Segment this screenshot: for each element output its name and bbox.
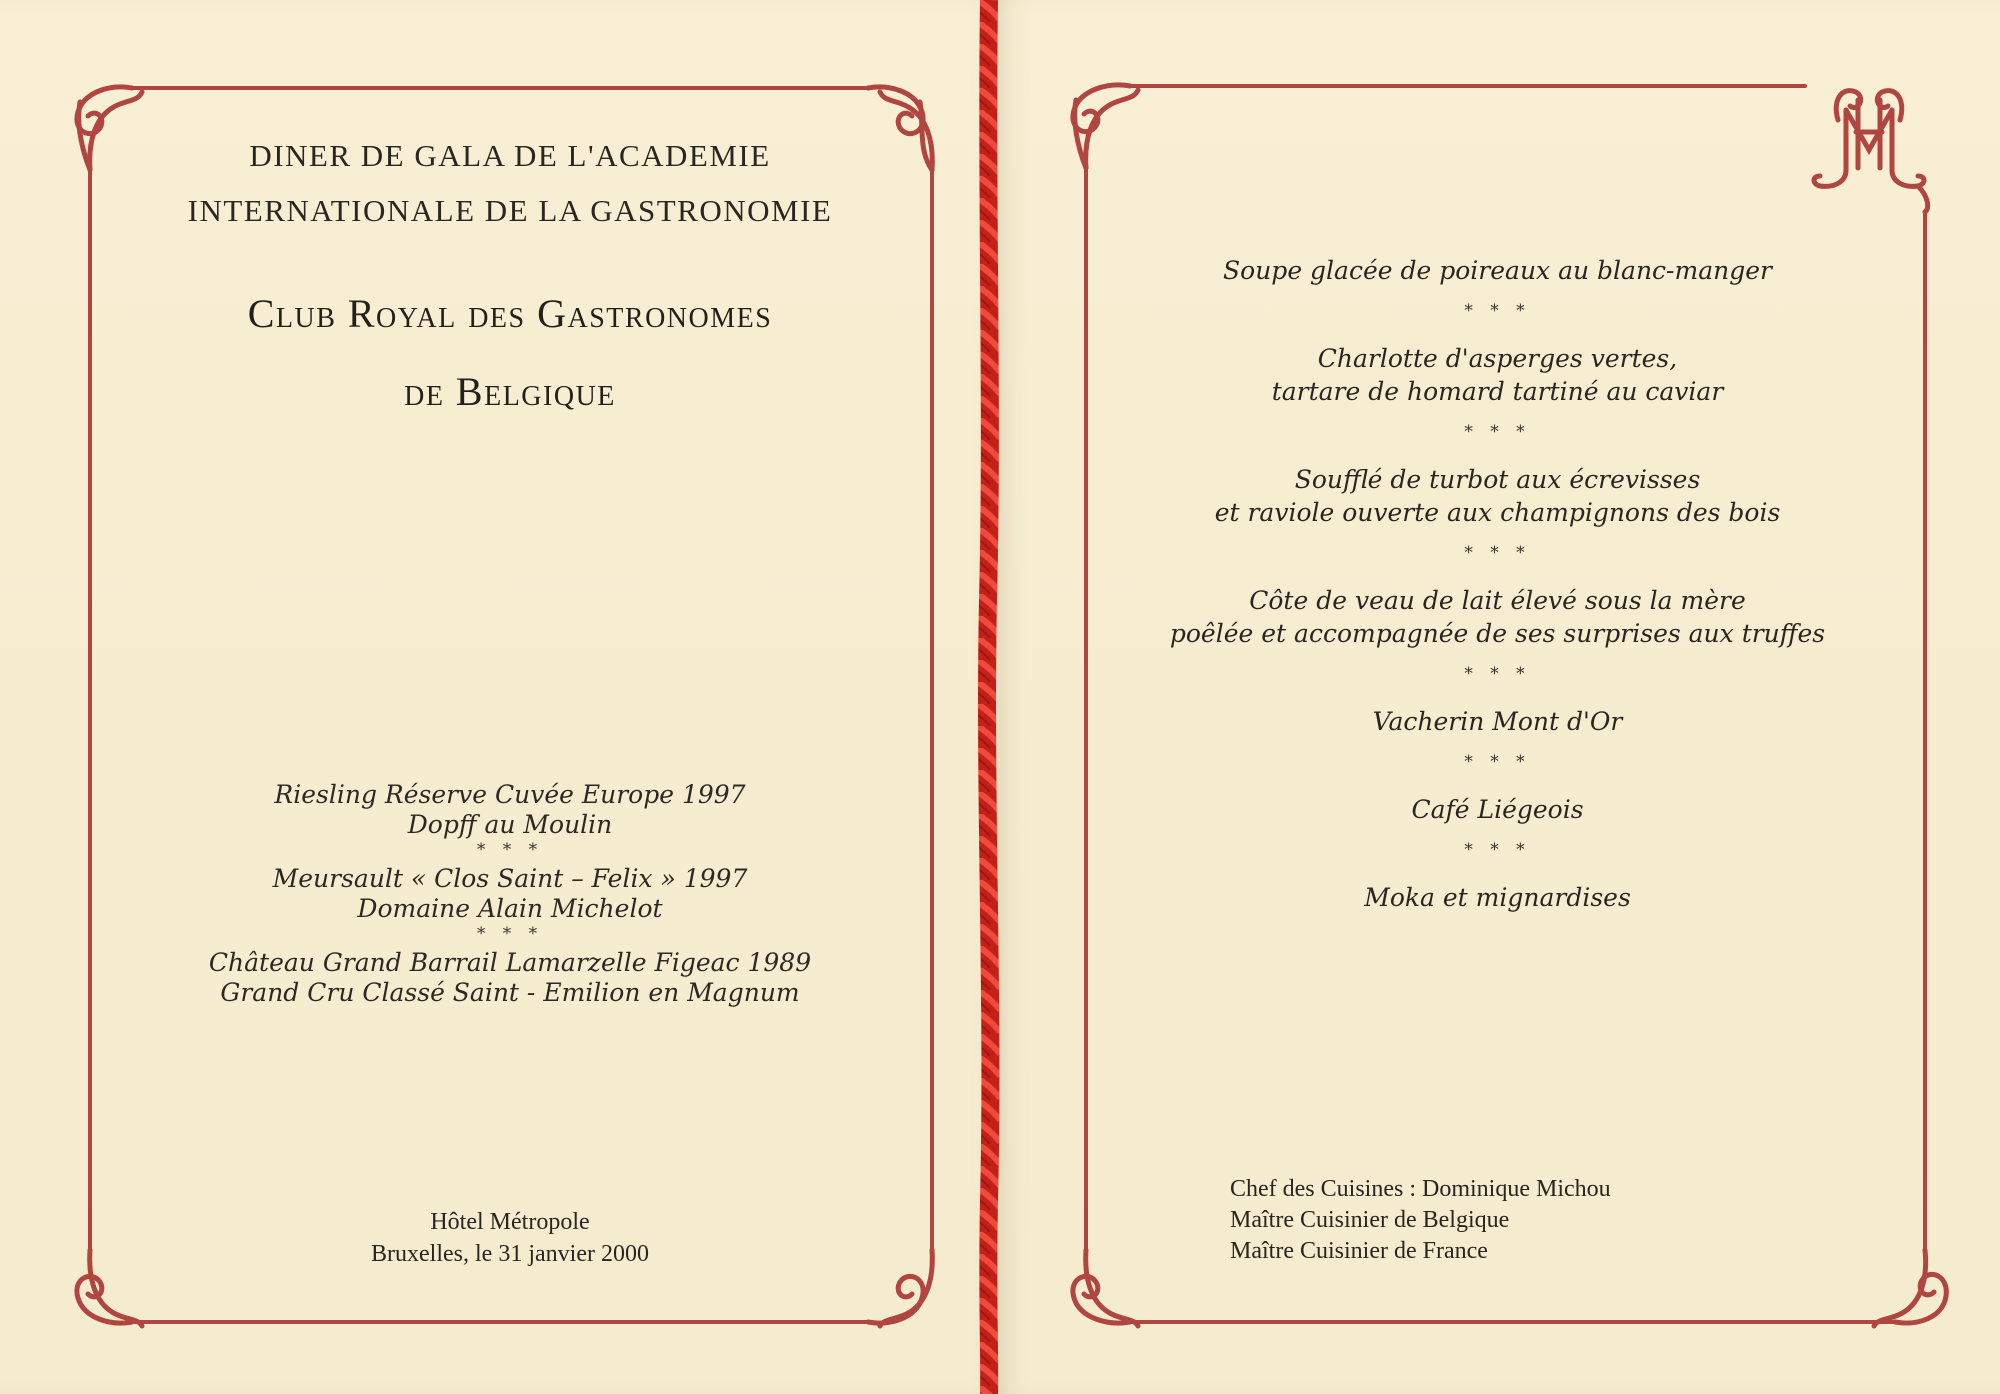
course-separator-1: * * * bbox=[1464, 301, 1531, 321]
chef-title-2: Maître Cuisinier de France bbox=[1230, 1238, 1488, 1264]
hotel-monogram-icon bbox=[1814, 91, 1928, 212]
course-3-line-1: Soufflé de turbot aux écrevisses bbox=[1294, 465, 1701, 494]
course-5: Vacherin Mont d'Or bbox=[1372, 707, 1623, 736]
right-frame-corner-bottom-right bbox=[1874, 1250, 1946, 1326]
wine-3-name: Château Grand Barrail Lamarzelle Figeac 1989 bbox=[208, 948, 812, 977]
binding-cord bbox=[976, 0, 1002, 1394]
course-1: Soupe glacée de poireaux au blanc-manger bbox=[1223, 256, 1772, 285]
club-name-line-2: de Belgique bbox=[404, 369, 616, 414]
course-separator-6: * * * bbox=[1464, 840, 1531, 860]
course-separator-5: * * * bbox=[1464, 752, 1531, 772]
venue-date: Bruxelles, le 31 janvier 2000 bbox=[371, 1241, 649, 1267]
wine-separator-1: * * * bbox=[476, 840, 544, 860]
wine-separator-2: * * * bbox=[476, 924, 544, 944]
event-title-line-1: DINER DE GALA DE L'ACADEMIE bbox=[249, 138, 771, 173]
chef-credits bbox=[1230, 1174, 1830, 1267]
course-list bbox=[1095, 254, 1900, 914]
event-title-line-2: INTERNATIONALE DE LA GASTRONOMIE bbox=[187, 193, 833, 228]
wine-list bbox=[110, 780, 910, 1008]
course-separator-3: * * * bbox=[1464, 543, 1531, 563]
course-4-line-2: poêlée et accompagnée de ses surprises aux truffes bbox=[1169, 619, 1826, 648]
wine-3-producer: Grand Cru Classé Saint - Emilion en Magnum bbox=[220, 978, 800, 1007]
right-frame-corner-top-left bbox=[1073, 85, 1138, 168]
wine-2-name: Meursault « Clos Saint – Felix » 1997 bbox=[272, 864, 748, 893]
right-frame-corner-bottom-left bbox=[1073, 1250, 1138, 1326]
wine-1-producer: Dopff au Moulin bbox=[407, 810, 613, 839]
course-4-line-1: Côte de veau de lait élevé sous la mère bbox=[1249, 586, 1746, 615]
venue-name: Hôtel Métropole bbox=[430, 1209, 590, 1235]
course-separator-2: * * * bbox=[1464, 422, 1531, 442]
left-frame-border bbox=[90, 88, 932, 1322]
course-3-line-2: et raviole ouverte aux champignons des bois bbox=[1214, 498, 1781, 527]
chef-name: Chef des Cuisines : Dominique Michou bbox=[1230, 1176, 1611, 1202]
course-2-line-2: tartare de homard tartiné au caviar bbox=[1271, 377, 1724, 406]
course-separator-4: * * * bbox=[1464, 664, 1531, 684]
course-7: Moka et mignardises bbox=[1364, 883, 1631, 912]
wine-2-producer: Domaine Alain Michelot bbox=[357, 894, 663, 923]
chef-title-1: Maître Cuisinier de Belgique bbox=[1230, 1207, 1510, 1233]
course-6: Café Liégeois bbox=[1411, 795, 1584, 824]
course-2-line-1: Charlotte d'asperges vertes, bbox=[1317, 344, 1678, 373]
club-name-line-1: Club Royal des Gastronomes bbox=[247, 291, 773, 336]
wine-1-name: Riesling Réserve Cuvée Europe 1997 bbox=[274, 780, 746, 809]
venue-block bbox=[110, 1206, 910, 1270]
